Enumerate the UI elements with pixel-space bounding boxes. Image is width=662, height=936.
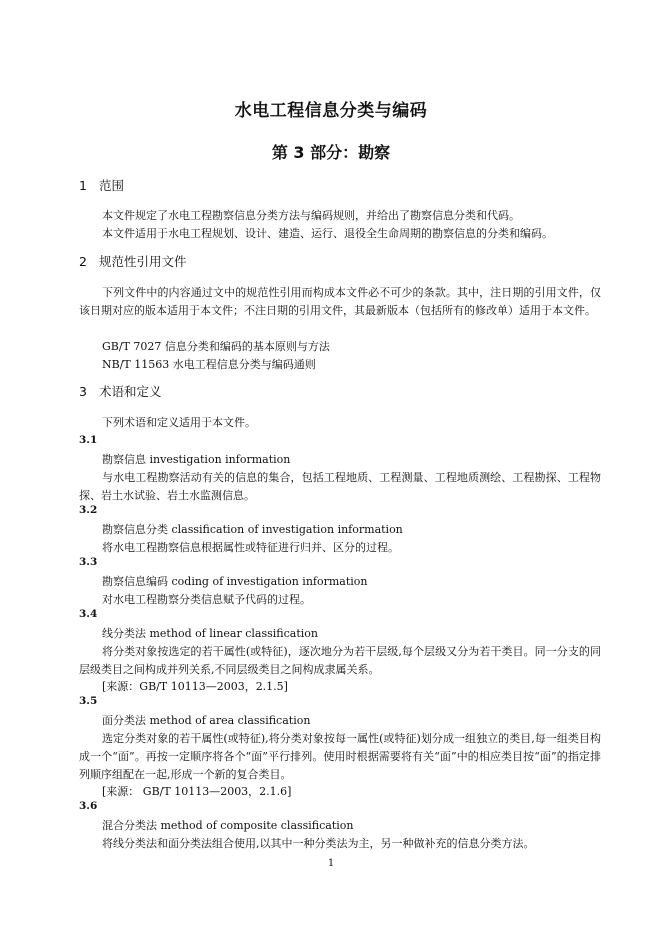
section-number: 3: [79, 384, 87, 399]
term-number: 3.4: [79, 608, 98, 620]
term-number: 3.3: [79, 556, 98, 568]
term-source: [来源： GB/T 10113—2003，2.1.6]: [102, 785, 292, 798]
paragraph: 本文件规定了水电工程勘察信息分类方法与编码规则，并给出了勘察信息分类和代码。: [102, 209, 520, 222]
paragraph: 下列术语和定义适用于本文件。: [102, 416, 256, 429]
term-number: 3.5: [79, 695, 98, 707]
term-name: 勘察信息 investigation information: [102, 453, 291, 466]
section-title: 规范性引用文件: [99, 254, 187, 269]
term-name: 线分类法 method of linear classification: [102, 627, 318, 640]
section-number: 2: [79, 254, 87, 269]
paragraph: 本文件适用于水电工程规划、设计、建造、运行、退役全生命周期的勘察信息的分类和编码。: [102, 227, 553, 240]
term-definition: 将水电工程勘察信息根据属性或特征进行归并、区分的过程。: [102, 541, 399, 554]
reference-item: NB/T 11563 水电工程信息分类与编码通则: [102, 358, 316, 371]
document-subtitle: 第 3 部分：勘察: [271, 143, 391, 162]
term-number: 3.2: [79, 504, 98, 516]
section-1-heading: [79, 176, 124, 194]
paragraph: 下列文件中的内容通过文中的规范性引用而构成本文件必不可少的条款。其中，注日期的引用文件，仅该日期对应的版本适用于本文件；不注日期的引用文件，其最新版本（包括所有的修改单）适用于本文件。: [79, 286, 601, 317]
section-number: 1: [79, 178, 87, 193]
term-name: 混合分类法 method of composite classification: [102, 819, 354, 832]
term-definition: 与水电工程勘察活动有关的信息的集合，包括工程地质、工程测量、工程地质测绘、工程勘探、工程物探、岩土水试验、岩土水监测信息。: [79, 471, 601, 502]
section-3-heading: [79, 382, 162, 400]
term-name: 面分类法 method of area classification: [102, 714, 311, 727]
term-number: 3.1: [79, 434, 98, 446]
section-title: 术语和定义: [99, 384, 162, 399]
section-title: 范围: [99, 178, 125, 193]
document-title: 水电工程信息分类与编码: [234, 101, 428, 121]
term-name: 勘察信息编码 coding of investigation information: [102, 575, 368, 588]
page-number: 1: [327, 858, 335, 869]
term-definition: 对水电工程勘察分类信息赋予代码的过程。: [102, 593, 311, 606]
section-2-heading: [79, 252, 187, 270]
term-number: 3.6: [79, 800, 98, 812]
term-definition: 将线分类法和面分类法组合使用,以其中一种分类法为主，另一种做补充的信息分类方法。: [102, 837, 535, 850]
reference-item: GB/T 7027 信息分类和编码的基本原则与方法: [102, 340, 330, 353]
term-name: 勘察信息分类 classification of investigation information: [102, 523, 403, 536]
term-definition: 将分类对象按选定的若干属性(或特征)，逐次地分为若干层级,每个层级又分为若干类目。同一分支的同层级类目之间构成并列关系,不同层级类目之间构成隶属关系。: [79, 645, 601, 676]
term-source: [来源：GB/T 10113—2003，2.1.5]: [102, 680, 288, 693]
term-definition: 选定分类对象的若干属性(或特征),将分类对象按每一属性(或特征)划分成一组独立的类目,每一组类目构成一个“面”。再按一定顺序将各个“面”平行排列。使用时根据需要将有关“面”中的相应类目按“面”的指定排列顺序组配在一起,形成一个新的复合类目。: [79, 732, 601, 781]
